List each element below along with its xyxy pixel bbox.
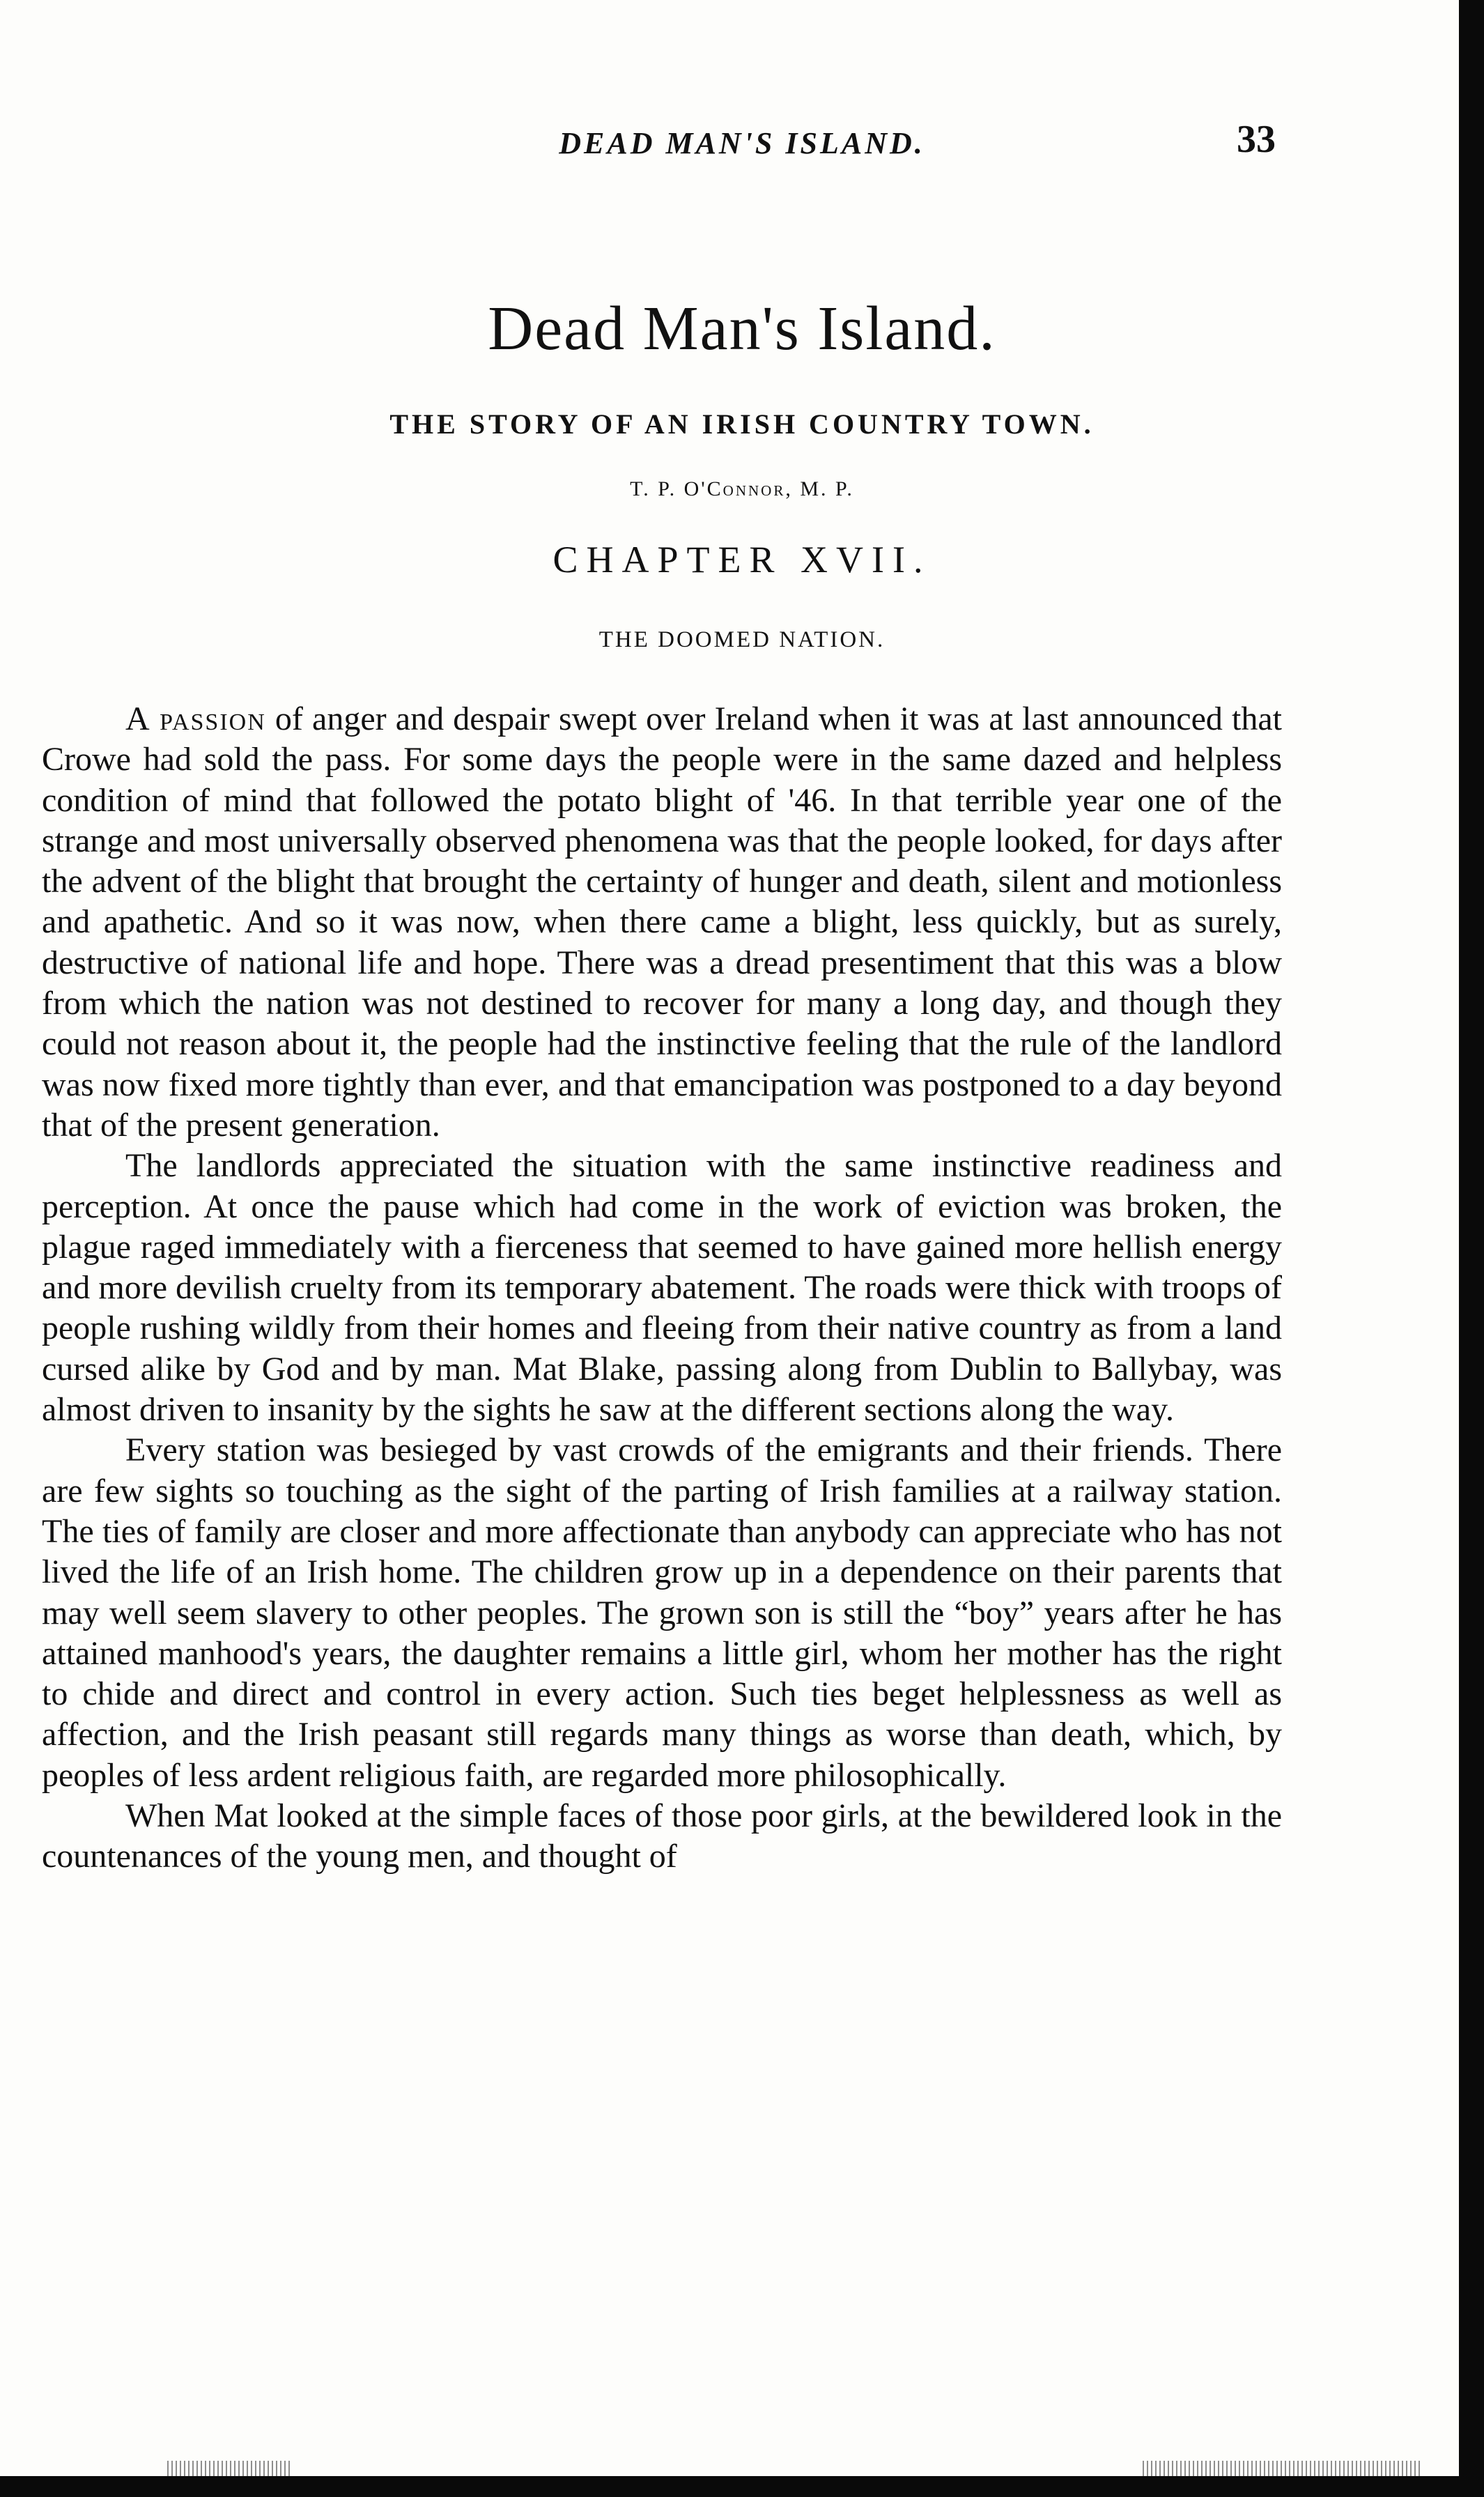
scan-edge-right xyxy=(1459,0,1484,2497)
chapter-heading: CHAPTER XVII. xyxy=(552,539,932,581)
author-byline: T. P. O'Connor, M. P. xyxy=(630,477,854,500)
paragraph-text: When Mat looked at the simple faces of those poor girls, at the bewildered look in the countenances of the young men, and thought of xyxy=(42,1797,1282,1875)
paragraph-text: The landlords appreciated the situation with the same instinctive readiness and perception. At once the pause which had come in the work of eviction was broken, the plague raged immediately with a fierceness that seemed to have gained more hellish energy and more devilish cruelty from its temporary abatement. The roads were thick with troops of people rushing wildly from their homes and fleeing from their native country as from a land cursed alike by God and by man. Mat Blake, passing along from Dublin to Ballybay, was almost driven to insanity by the sights he saw at the different sections along the way. xyxy=(42,1147,1282,1429)
article-subtitle: THE STORY OF AN IRISH COUNTRY TOWN. xyxy=(389,408,1095,440)
page-number: 33 xyxy=(1237,118,1276,161)
paragraph xyxy=(42,1430,1282,1796)
scan-smudge xyxy=(1143,2461,1421,2476)
paragraph xyxy=(42,1796,1282,1877)
chapter-title: THE DOOMED NATION. xyxy=(598,627,886,652)
paragraph xyxy=(42,1146,1282,1430)
running-head: DEAD MAN'S ISLAND. xyxy=(559,126,925,160)
article-title: Dead Man's Island. xyxy=(488,294,996,363)
scan-edge-bottom xyxy=(0,2476,1484,2497)
paragraph xyxy=(42,699,1282,1146)
paragraph-text: Every station was besieged by vast crowds of the emigrants and their friends. There are few sights so touching as the sight of the parting of Irish families at a railway station. The ties of family are closer and more affectionate than anybody can appreciate who has not lived the life of an Irish home. The children grow up in a dependence on their parents that may well seem slavery to other peoples. The grown son is still the “boy” years after he has attained manhood's years, the daughter remains a little girl, whom her mother has the right to chide and direct and control in every action. Such ties beget helplessness as well as affection, and the Irish peasant still regards many things as worse than death, which, by peoples of less ardent religious faith, are regarded more philosophically. xyxy=(42,1431,1282,1794)
scan-smudge xyxy=(167,2461,293,2476)
paragraph-lead: A passion xyxy=(125,700,266,737)
body-text xyxy=(42,699,1282,1877)
paragraph-text: of anger and despair swept over Ireland when it was at last announced that Crowe had sold the pass. For some days the people were in the same dazed and helpless condition of mind that followed the potato blight of '46. In that terrible year one of the strange and most universally observed phenomena was that the people looked, for days after the advent of the blight that brought the certainty of hunger and death, silent and motionless and apathetic. And so it was now, when there came a blight, less quickly, but as surely, destructive of national life and hope. There was a dread presentiment that this was a blow from which the nation was not destined to recover for many a long day, and though they could not reason about it, the people had the instinctive feeling that the rule of the landlord was now fixed more tightly than ever, and that emancipation was postponed to a day beyond that of the present generation. xyxy=(42,700,1283,1144)
